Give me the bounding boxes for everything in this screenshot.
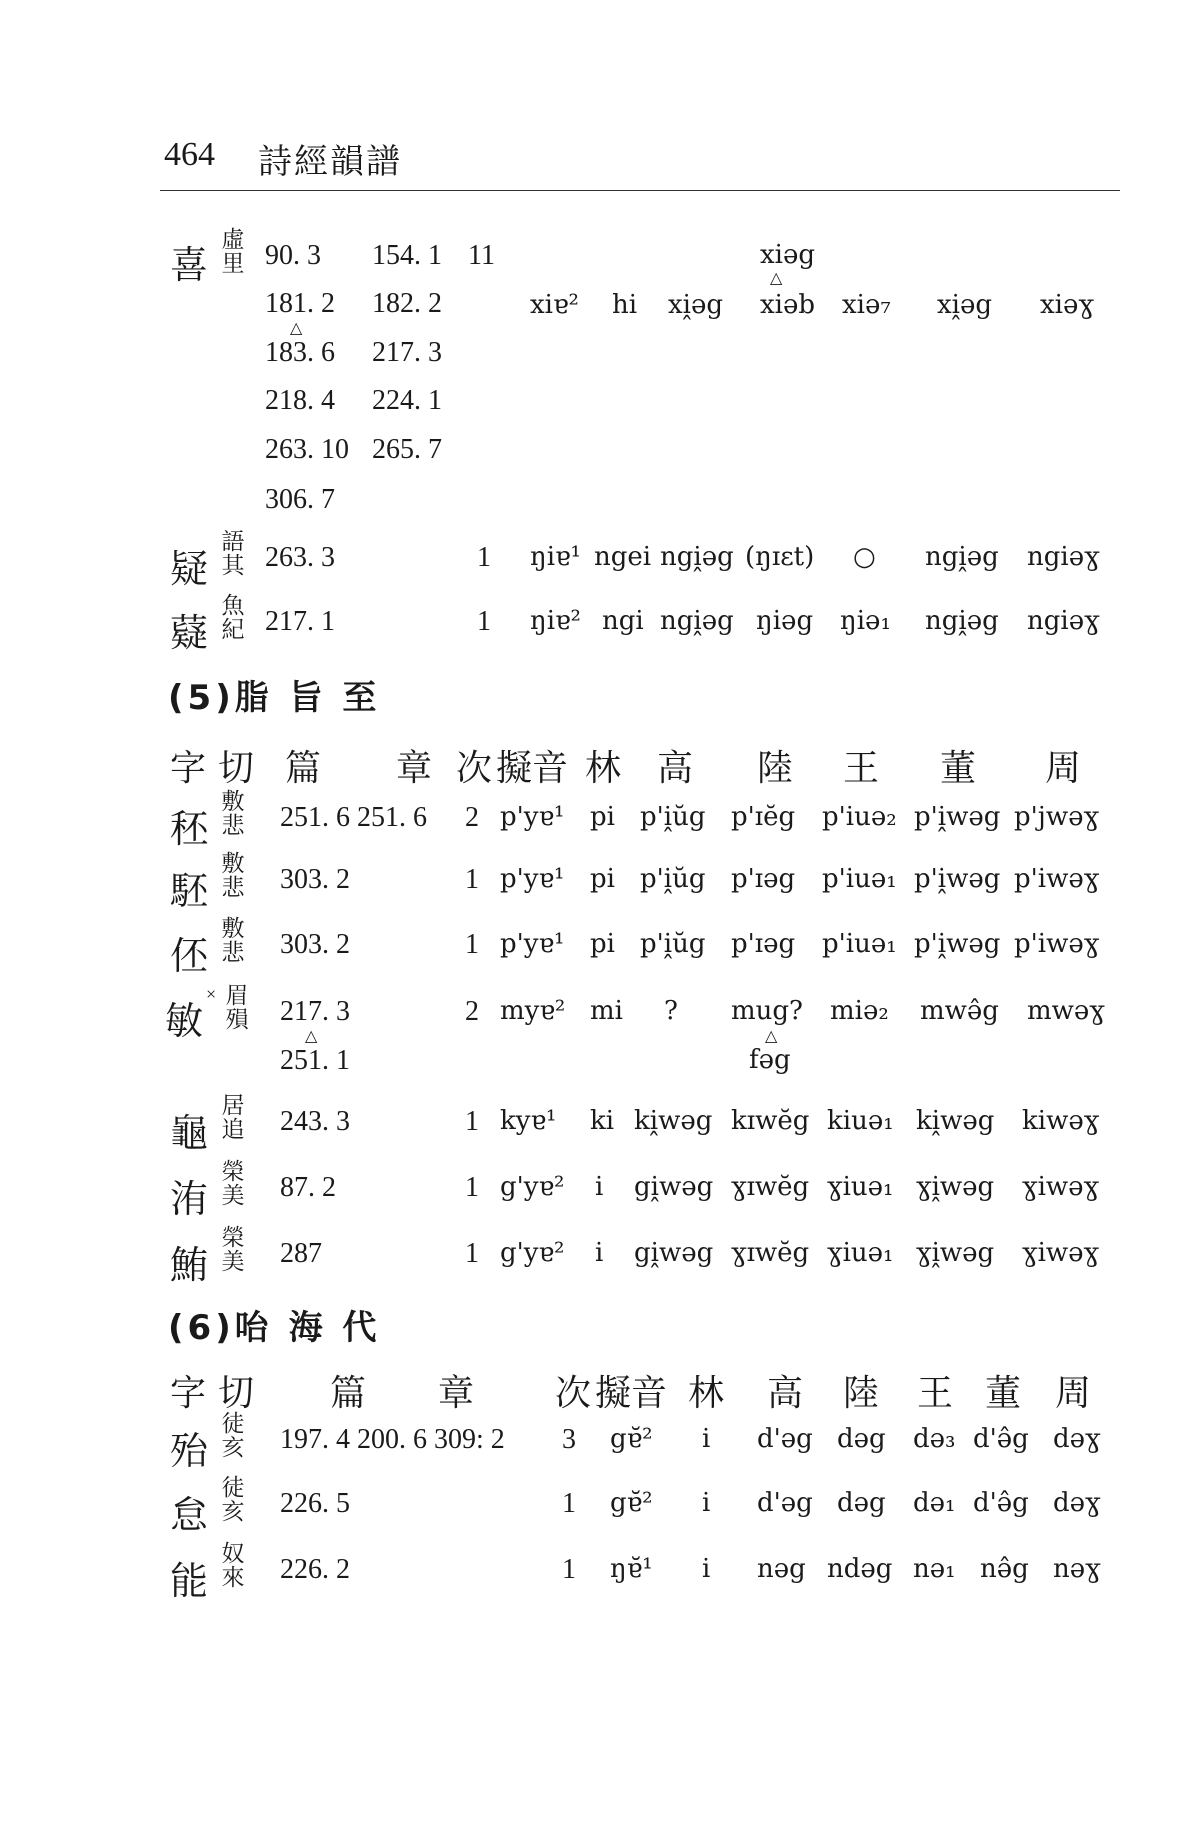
reading-zhou: dəɣ [1053,1488,1101,1518]
reading-zhou: p'iwəɣ [1014,864,1100,894]
mark-symbol: × [206,984,217,1004]
entry-fanqie: 敷悲 [221,789,245,839]
reading-gao: ? [664,996,678,1026]
reading-lin: pi [590,802,615,832]
reading-wang: p'iuə₂ [822,802,897,832]
ref: 243. 3 [280,1106,350,1137]
col-header: 董 [985,1373,1022,1414]
reading-gao: ki̭wəg [634,1106,713,1136]
col-header: 高 [657,748,694,789]
col-header: 章 [396,748,433,789]
reading-dong: ngi̭əg [925,542,999,572]
variant-marker: △ [765,1028,778,1045]
col-header: 次 [456,748,493,789]
reading-wang: də₃ [913,1424,956,1454]
ref: 217. 1 [265,606,335,637]
reading-wang: ɣiuə₁ [827,1172,894,1202]
reading-wang: p'iuə₁ [822,864,897,894]
reading-lu: p'ɪĕg [731,802,796,832]
reading-dong: ngi̭əg [925,606,999,636]
reading-dong: d'ə̂g [973,1488,1029,1518]
reading-gao: d'əg [757,1424,813,1454]
col-header: 擬音 [595,1373,668,1414]
reading-lin: i [702,1554,711,1584]
reading-lu: mug? [731,996,803,1026]
reading-li: gɐ̆² [610,1424,653,1454]
col-header: 陸 [757,748,794,789]
reading-gao: nəg [757,1554,806,1584]
reading-lu: dəg [837,1488,886,1518]
reading-gao: p'i̭ŭg [640,929,706,959]
reading-lu: xiəb [760,290,816,320]
reading-li: ŋɐ̆¹ [610,1554,653,1584]
reading-zhou: xiəɣ [1040,290,1094,320]
ref: 226. 2 [280,1554,350,1585]
entry-char: 鮪 [170,1243,209,1287]
reading-zhou: ngiəɣ [1027,542,1100,572]
entry-char: 秠 [170,807,209,851]
entry-char: 殆 [170,1429,209,1473]
ref: 303. 2 [280,864,350,895]
count: 1 [465,1238,479,1269]
reading-lin: ki [590,1106,615,1136]
page-header [160,128,1120,191]
reading-lin: pi [590,864,615,894]
reading-wang: ɣiuə₁ [827,1238,894,1268]
reading-dong: mwə̂g [920,996,999,1026]
entry-fanqie: 虛里 [221,227,245,277]
count: 11 [468,240,495,271]
col-header: 擬音 [496,748,569,789]
reading-li: p'yɐ¹ [500,929,565,959]
reading-wang: xiə₇ [842,290,891,320]
reading-alt: fəg [749,1045,791,1075]
ref: 181. 2 [265,288,335,319]
entry-fanqie: 徒亥 [221,1411,245,1461]
entry-fanqie: 榮美 [221,1159,245,1209]
reading-wang: kiuə₁ [827,1106,894,1136]
section-heading: (5)脂 旨 至 [168,678,381,718]
ref: 183. 6 [265,337,335,368]
reading-lin: ngi [602,606,644,636]
entry-fanqie: 居追 [221,1093,245,1143]
ref: 287 [280,1238,322,1269]
reading-li: p'yɐ¹ [500,864,565,894]
reading-lin: mi [590,996,623,1026]
reading-lin: pi [590,929,615,959]
entry-char: 洧 [170,1177,209,1221]
count: 3 [562,1424,576,1455]
ref: 182. 2 [372,288,442,319]
variant-marker: △ [290,320,303,337]
reading-dong: ki̭wəg [916,1106,995,1136]
entry-char: 能 [170,1559,209,1603]
entry-char: 怠 [170,1493,209,1537]
ref: 263. 10 [265,434,349,465]
col-header: 字 [170,1373,207,1414]
count: 1 [562,1488,576,1519]
ref: 90. 3 [265,240,321,271]
count: 2 [465,996,479,1027]
reading-dong: ɣi̭wəg [916,1238,995,1268]
ref: 224. 1 [372,385,442,416]
ref: 303. 2 [280,929,350,960]
reading-li: g'yɐ² [500,1172,565,1202]
reading-dong: xi̭əg [937,290,993,320]
reading-gao: gi̭wəg [634,1172,714,1202]
reading-wang: ○ [853,542,876,572]
reading-zhou: mwəɣ [1027,996,1105,1026]
section-heading: (6)咍 海 代 [168,1308,381,1348]
entry-char: 伾 [170,934,209,978]
entry-fanqie: 語其 [221,529,245,579]
reading-dong: ɣi̭wəg [916,1172,995,1202]
reading-wang: miə₂ [830,996,889,1026]
count: 1 [562,1554,576,1585]
ref: 306. 7 [265,484,335,515]
reading-zhou: dəɣ [1053,1424,1101,1454]
reading-li: ŋiɐ² [530,606,581,636]
col-header: 章 [438,1373,475,1414]
reading-dong: nə̂g [980,1554,1029,1584]
reading-li: myɐ² [500,996,566,1026]
reading-gao: p'i̭ŭg [640,802,706,832]
ref: 154. 1 [372,240,442,271]
col-header: 篇 [285,748,322,789]
reading-lin: ngei [594,542,652,572]
reading-gao: ngi̭əg [660,606,734,636]
reading-lu: ɣɪwĕg [731,1172,810,1202]
reading-lu: ɣɪwĕg [731,1238,810,1268]
ref: 226. 5 [280,1488,350,1519]
entry-fanqie: 徒亥 [221,1475,245,1525]
ref: 218. 4 [265,385,335,416]
entry-char: 駓 [170,869,209,913]
ref: 251. 6 251. 6 [280,802,427,833]
reading-li: g'yɐ² [500,1238,565,1268]
reading-gao: d'əg [757,1488,813,1518]
reading-wang: p'iuə₁ [822,929,897,959]
reading-dong: d'ə̂g [973,1424,1029,1454]
entry-char: 龜 [170,1111,209,1155]
reading-zhou: kiwəɣ [1022,1106,1100,1136]
variant-marker: △ [770,270,783,287]
col-header: 高 [767,1373,804,1414]
ref: 251. 1 [280,1045,350,1076]
count: 1 [465,1172,479,1203]
count: 1 [477,542,491,573]
col-header: 董 [940,748,977,789]
reading-zhou: ɣiwəɣ [1022,1238,1100,1268]
reading-lin: hi [612,290,638,320]
reading-lin: i [702,1488,711,1518]
entry-char: 喜 [170,243,209,287]
reading-lu: p'ɪəg [731,929,796,959]
book-title: 詩經韻譜 [258,142,402,182]
count: 1 [465,864,479,895]
ref: 263. 3 [265,542,335,573]
entry-char: 薿 [170,611,209,655]
reading-dong: p'i̭wəg [914,864,1001,894]
reading-gao: xi̭əg [668,290,724,320]
col-header: 字 [170,748,207,789]
reading-dong: p'i̭wəg [914,802,1001,832]
col-header: 切 [218,1373,255,1414]
ref: 217. 3 [280,996,350,1027]
reading-gao: gi̭wəg [634,1238,714,1268]
col-header: 篇 [330,1373,367,1414]
entry-char: 疑 [170,547,209,591]
ref: 87. 2 [280,1172,336,1203]
reading-li: kyɐ¹ [500,1106,557,1136]
ref: 197. 4 200. 6 309: 2 [280,1424,505,1455]
entry-fanqie: 魚紀 [221,593,245,643]
reading-lu: (ŋɪɛt) [745,542,815,572]
reading-wang: də₁ [913,1488,956,1518]
reading-wang: ŋiə₁ [840,606,891,636]
reading-li: xiɐ² [530,290,579,320]
reading-zhou: p'iwəɣ [1014,929,1100,959]
reading-lu: kɪwĕg [731,1106,810,1136]
col-header: 王 [917,1373,954,1414]
reading-zhou: ɣiwəɣ [1022,1172,1100,1202]
entry-fanqie: 奴來 [221,1541,245,1591]
entry-fanqie: 敷悲 [221,916,245,966]
reading-dong: p'i̭wəg [914,929,1001,959]
ref: 265. 7 [372,434,442,465]
count: 1 [465,929,479,960]
reading-li: p'yɐ¹ [500,802,565,832]
col-header: 周 [1045,748,1082,789]
reading-li: gɐ̆² [610,1488,653,1518]
reading-zhou: nəɣ [1053,1554,1101,1584]
variant-marker: △ [305,1028,318,1045]
col-header: 林 [585,748,622,789]
col-header: 王 [843,748,880,789]
count: 1 [465,1106,479,1137]
reading-lin: i [595,1238,604,1268]
count: 1 [477,606,491,637]
reading-gao: p'i̭ŭg [640,864,706,894]
col-header: 林 [688,1373,725,1414]
reading-lu: dəg [837,1424,886,1454]
reading-lu: ŋiəg [756,606,814,636]
reading-lin: i [595,1172,604,1202]
entry-char: 敏 [165,999,204,1043]
reading-alt: xiəg [760,240,816,270]
page-number: 464 [164,136,215,173]
reading-gao: ngi̭əg [660,542,734,572]
reading-lu: p'ɪəg [731,864,796,894]
reading-wang: nə₁ [913,1554,956,1584]
reading-li: ŋiɐ¹ [530,542,581,572]
entry-fanqie: 眉殞 [225,983,249,1033]
reading-zhou: p'jwəɣ [1014,802,1100,832]
col-header: 切 [218,748,255,789]
reading-zhou: ngiəɣ [1027,606,1100,636]
entry-fanqie: 敷悲 [221,851,245,901]
entry-fanqie: 榮美 [221,1225,245,1275]
count: 2 [465,802,479,833]
col-header: 陸 [843,1373,880,1414]
col-header: 次 [555,1373,592,1414]
col-header: 周 [1055,1373,1092,1414]
reading-lu: ndəg [827,1554,893,1584]
reading-lin: i [702,1424,711,1454]
ref: 217. 3 [372,337,442,368]
